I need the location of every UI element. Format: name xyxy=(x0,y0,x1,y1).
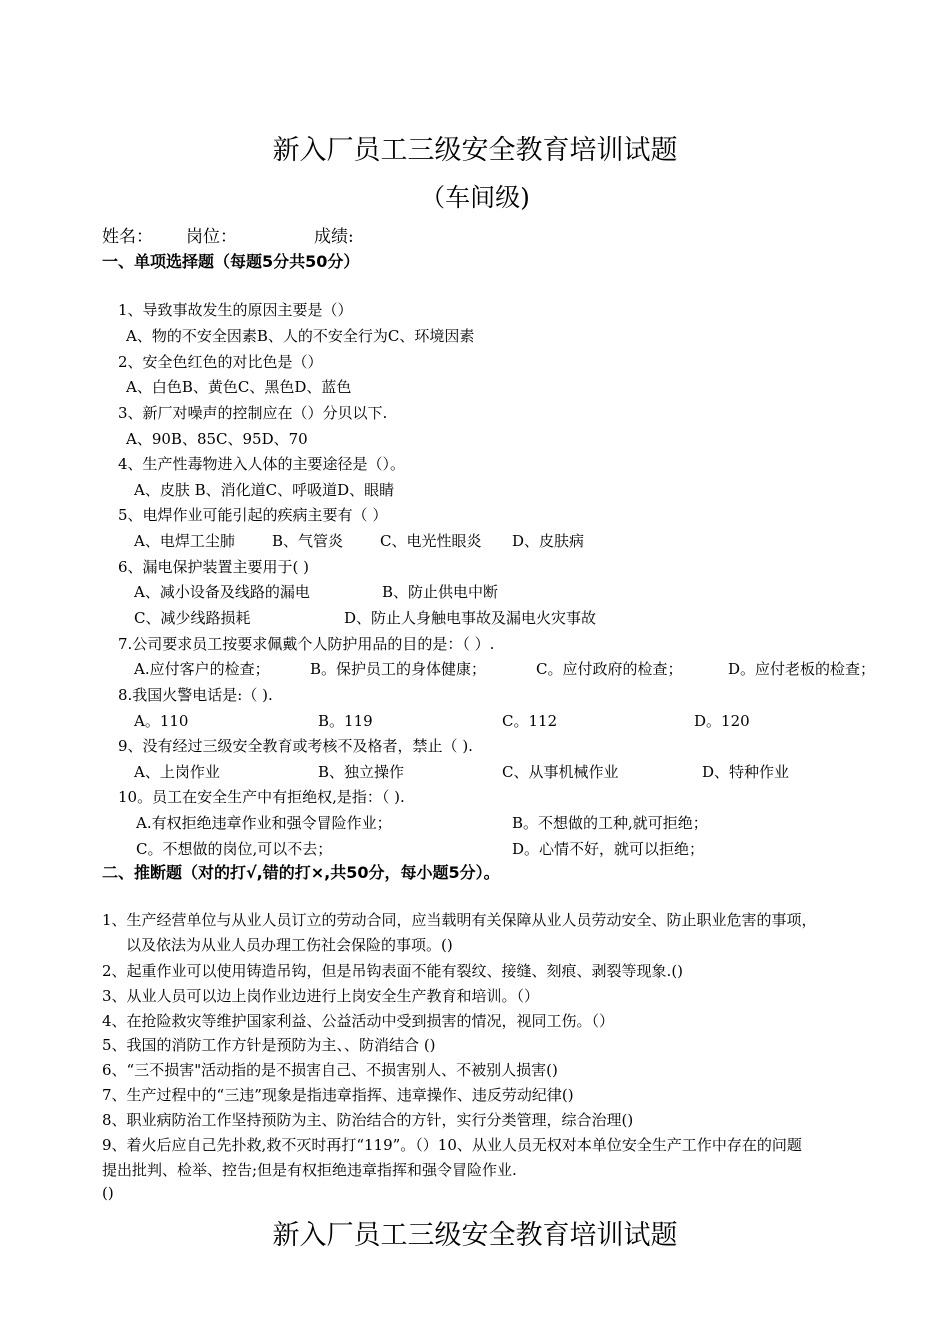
question-8-option-b: B。119 xyxy=(318,712,373,730)
question-5-option-c: C、电光性眼炎 xyxy=(380,532,482,550)
score-label: 成绩: xyxy=(314,227,354,247)
question-8: 8.我国火警电话是:（ ). xyxy=(118,686,273,704)
tf-line-3: 3、从业人员可以边上岗作业边进行上岗安全生产教育和培训。（） xyxy=(102,987,540,1005)
name-label: 姓名： xyxy=(102,227,153,247)
question-9-option-a: A、上岗作业 xyxy=(134,763,220,781)
question-9-option-c: C、从事机械作业 xyxy=(502,763,619,781)
question-5: 5、电焊作业可能引起的疾病主要有（ ） xyxy=(118,506,388,524)
tf-line-4: 4、在抢险救灾等维护国家利益、公益活动中受到损害的情况，视同工伤。（） xyxy=(102,1012,615,1030)
tf-line-7: 7、生产过程中的“三违”现象是指违章指挥、违章操作、违反劳动纪律() xyxy=(102,1086,574,1104)
question-7: 7.公司要求员工按要求佩戴个人防护用品的目的是：（ ）. xyxy=(118,635,495,653)
question-6-option-d: D、防止人身触电事故及漏电火灾事故 xyxy=(344,609,597,627)
question-9: 9、没有经过三级安全教育或考核不及格者，禁止（ ). xyxy=(118,737,473,755)
tf-line-1-cont: 以及依法为从业人员办理工伤社会保险的事项。() xyxy=(126,936,453,954)
question-2: 2、安全色红色的对比色是（） xyxy=(118,353,323,371)
question-6-option-c: C、减少线路损耗 xyxy=(134,609,251,627)
tf-line-6: 6、“三不损害"活动指的是不损害自己、不损害别人、不被别人损害() xyxy=(102,1061,558,1079)
question-4-options: A、皮肤 B、消化道C、呼吸道D、眼睛 xyxy=(134,481,395,499)
question-10-option-c: C。不想做的岗位,可以不去； xyxy=(136,840,333,858)
question-6-option-b: B、防止供电中断 xyxy=(382,583,499,601)
post-label: 岗位： xyxy=(186,227,237,247)
tf-line-8: 8、职业病防治工作坚持预防为主、防治结合的方针，实行分类管理，综合治理() xyxy=(102,1111,634,1129)
question-7-option-c: C。应付政府的检查； xyxy=(536,660,683,678)
document-title: 新入厂员工三级安全教育培训试题 xyxy=(272,135,678,166)
question-8-option-a: A。110 xyxy=(134,712,189,730)
question-10: 10。员工在安全生产中有拒绝权,是指：（ ). xyxy=(118,788,405,806)
question-9-option-d: D、特种作业 xyxy=(702,763,790,781)
question-4: 4、生产性毒物进入人体的主要途径是（）。 xyxy=(118,455,406,473)
section-heading-multiple-choice: 一、单项选择题（每题5分共50分） xyxy=(102,252,360,271)
tf-line-1: 1、生产经营单位与从业人员订立的劳动合同，应当载明有关保障从业人员劳动安全、防止职业危害的事项， xyxy=(102,911,817,929)
question-3: 3、新厂对噪声的控制应在（）分贝以下. xyxy=(118,404,388,422)
question-5-option-b: B、气管炎 xyxy=(272,532,344,550)
question-8-option-c: C。112 xyxy=(502,712,558,730)
question-6-option-a: A、减小设备及线路的漏电 xyxy=(134,583,310,601)
tf-line-9: 9、着火后应自己先扑救,救不灭时再打“119”。（）10、从业人员无权对本单位安全生产工作中存在的问题 xyxy=(102,1136,802,1154)
question-5-option-d: D、皮肤病 xyxy=(512,532,585,550)
tf-line-5: 5、我国的消防工作方针是预防为主、、防消结合 () xyxy=(102,1036,436,1054)
question-1-options: A、物的不安全因素B、人的不安全行为C、环境因素 xyxy=(126,327,475,345)
question-7-option-d: D。应付老板的检查； xyxy=(728,660,876,678)
question-10-option-d: D。心情不好，就可以拒绝； xyxy=(512,840,705,858)
document-subtitle: （车间级) xyxy=(420,183,530,212)
footer-title: 新入厂员工三级安全教育培训试题 xyxy=(272,1220,678,1251)
question-3-options: A、90B、85C、95D、70 xyxy=(126,430,308,448)
tf-line-10-answer: () xyxy=(102,1184,114,1202)
tf-line-2: 2、起重作业可以使用铸造吊钩，但是吊钩表面不能有裂纹、接缝、刻痕、剥裂等现象.() xyxy=(102,962,684,980)
question-8-option-d: D。120 xyxy=(694,712,750,730)
tf-line-9-cont: 提出批判、检举、控告;但是有权拒绝违章指挥和强令冒险作业. xyxy=(102,1161,517,1179)
question-1: 1、导致事故发生的原因主要是（） xyxy=(118,301,353,319)
question-7-option-b: B。保护员工的身体健康； xyxy=(310,660,487,678)
question-9-option-b: B、独立操作 xyxy=(318,763,405,781)
question-10-option-a: A.有权拒绝违章作业和强令冒险作业； xyxy=(136,814,392,832)
question-10-option-b: B。不想做的工种,就可拒绝； xyxy=(512,814,708,832)
section-heading-true-false: 二、推断题（对的打√,错的打×,共50分，每小题5分）。 xyxy=(102,863,500,882)
question-6: 6、漏电保护装置主要用于( ) xyxy=(118,558,310,576)
question-7-option-a: A.应付客户的检查； xyxy=(134,660,270,678)
question-2-options: A、白色B、黄色C、黑色D、蓝色 xyxy=(126,378,352,396)
question-5-option-a: A、电焊工尘肺 xyxy=(134,532,235,550)
